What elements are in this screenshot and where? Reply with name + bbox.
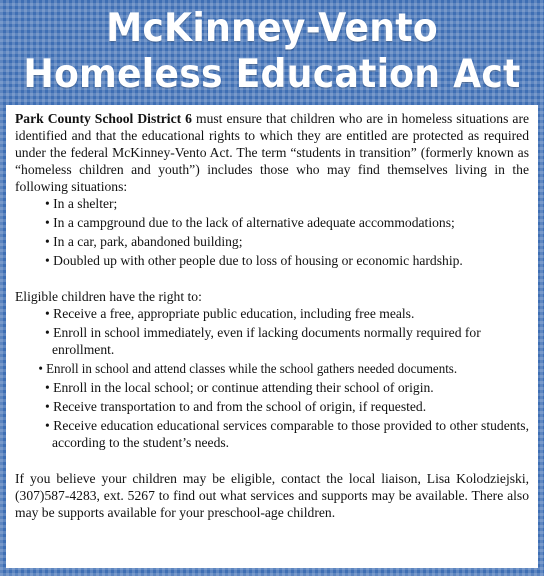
rights-heading: Eligible children have the right to: xyxy=(15,289,202,304)
notice-body xyxy=(6,105,538,568)
situations-list xyxy=(15,195,529,269)
situation-item: • In a campground due to the lack of alternative adequate accommodations; xyxy=(45,215,455,230)
right-item: • Enroll in school immediately, even if lacking documents normally required for enrollment. xyxy=(45,325,481,357)
situation-item: • In a car, park, abandoned building; xyxy=(45,234,243,249)
closing-paragraph: If you believe your children may be eligible, contact the local liaison, Lisa Kolodziejski, (307)587-4283, ext. 5267 to find out what services and supports may be available. There also may be supports available for your preschool-age children. xyxy=(15,471,529,520)
right-item-text: • Enroll in school and attend classes while the school gathers needed documents. xyxy=(38,361,458,376)
right-item: • Enroll in the local school; or continue attending their school of origin. xyxy=(45,380,434,395)
spacer xyxy=(15,271,529,288)
right-item xyxy=(15,360,529,377)
spacer xyxy=(15,453,529,470)
title-line-2: Homeless Education Act xyxy=(23,52,521,97)
notice-header xyxy=(0,0,544,104)
situation-item: • Doubled up with other people due to loss of housing or economic hardship. xyxy=(45,253,463,268)
rights-list xyxy=(15,305,529,451)
district-name: Park County School District 6 xyxy=(15,111,192,126)
situation-item: • In a shelter; xyxy=(45,196,118,211)
right-item: • Receive a free, appropriate public education, including free meals. xyxy=(45,306,415,321)
title-line-1: McKinney-Vento xyxy=(106,6,438,51)
right-item: • Receive education educational services comparable to those provided to other students, according to the student’s needs. xyxy=(45,418,529,450)
right-item: • Receive transportation to and from the school of origin, if requested. xyxy=(45,399,427,414)
intro-paragraph xyxy=(15,110,529,195)
intro-text: must ensure that children who are in homeless situations are identified and that the educational rights to which they are entitled are protected as required under the federal McKinney-Vento Act. The term “students in transition” (formerly known as “homeless children and youth”) includes those who may find themselves living in the following situations: xyxy=(15,111,529,194)
